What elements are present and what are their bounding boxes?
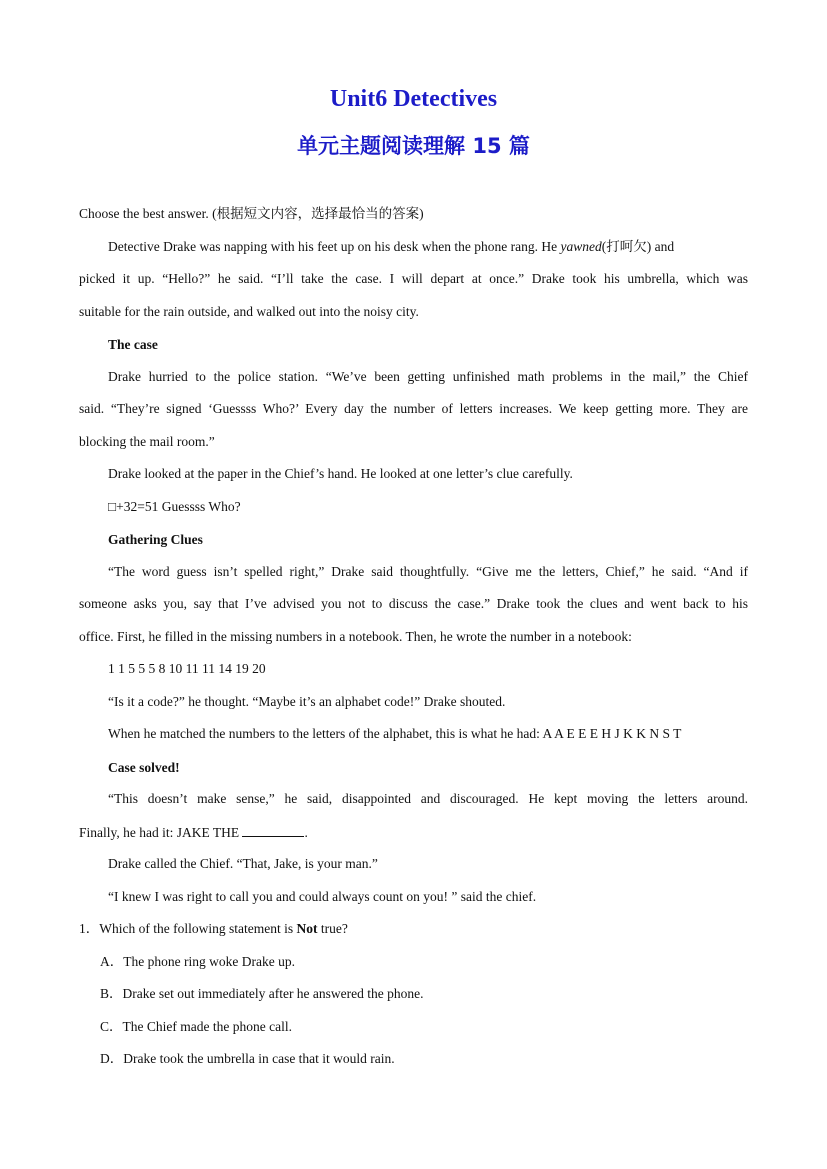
- question-number: 1．: [79, 921, 100, 936]
- paragraph-1-line-2: picked it up. “Hello?” he said. “I’ll take the case. I will depart at once.” Drake took his umbrella, which was: [79, 271, 748, 286]
- paragraph-3: Drake looked at the paper in the Chief’s hand. He looked at one letter’s clue carefully.: [108, 466, 573, 481]
- paragraph-1-line-1: [108, 238, 674, 256]
- paragraph-5-line-2: someone asks you, say that I’ve advised you not to discuss the case.” Drake took the clues and went back to his: [79, 596, 748, 611]
- text-span: (打呵欠) and: [601, 239, 675, 254]
- section-heading-case-solved: Case solved!: [108, 760, 180, 775]
- paragraph-5-line-1: “The word guess isn’t spelled right,” Drake said thoughtfully. “Give me the letters, Chief,” he said. “And if: [108, 564, 748, 579]
- text-span: Finally, he had it: JAKE THE: [79, 825, 243, 840]
- text-span: .: [304, 825, 308, 840]
- section-heading-the-case: The case: [108, 337, 158, 352]
- paragraph-7: “Is it a code?” he thought. “Maybe it’s an alphabet code!” Drake shouted.: [108, 694, 506, 709]
- option-b[interactable]: B．Drake set out immediately after he answered the phone.: [100, 986, 424, 1001]
- paragraph-8: When he matched the numbers to the letters of the alphabet, this is what he had: A A E E E H J K K N S T: [108, 726, 682, 741]
- paragraph-9-line-1: “This doesn’t make sense,” he said, disappointed and discouraged. He kept moving the letters around.: [108, 791, 748, 806]
- text-span: Which of the following statement is: [99, 921, 297, 936]
- option-a[interactable]: A．The phone ring woke Drake up.: [100, 954, 295, 969]
- paragraph-2-line-3: blocking the mail room.”: [79, 434, 215, 449]
- emphasis-word: Not: [296, 921, 318, 936]
- section-heading-gathering-clues: Gathering Clues: [108, 532, 203, 547]
- paragraph-9-line-2: [79, 823, 308, 842]
- number-sequence: 1 1 5 5 5 8 10 11 11 14 19 20: [108, 661, 266, 676]
- emphasis-word: yawned: [560, 239, 602, 254]
- paragraph-5-line-3: office. First, he filled in the missing numbers in a notebook. Then, he wrote the number in a notebook:: [79, 629, 632, 644]
- paragraph-11: “I knew I was right to call you and could always count on you! ” said the chief.: [108, 889, 537, 904]
- option-d[interactable]: D．Drake took the umbrella in case that it would rain.: [100, 1051, 395, 1066]
- unit-subtitle: 单元主题阅读理解 15 篇: [297, 134, 530, 158]
- unit-title: Unit6 Detectives: [329, 86, 498, 112]
- question-1-stem: [79, 920, 348, 938]
- option-c[interactable]: C．The Chief made the phone call.: [100, 1019, 292, 1034]
- paragraph-2-line-1: Drake hurried to the police station. “We’ve been getting unfinished math problems in the mail,” the Chief: [108, 369, 748, 384]
- text-span: Detective Drake was napping with his feet up on his desk when the phone rang. He: [108, 239, 561, 254]
- math-clue: □+32=51 Guessss Who?: [108, 499, 241, 514]
- answer-blank: [242, 823, 304, 837]
- instruction: Choose the best answer. (根据短文内容，选择最恰当的答案): [79, 206, 424, 221]
- paragraph-2-line-2: said. “They’re signed ‘Guessss Who?’ Every day the number of letters increases. We keep getting more. They are: [79, 401, 748, 416]
- paragraph-10: Drake called the Chief. “That, Jake, is your man.”: [108, 856, 378, 871]
- paragraph-1-line-3: suitable for the rain outside, and walked out into the noisy city.: [79, 304, 419, 319]
- text-span: true?: [317, 921, 348, 936]
